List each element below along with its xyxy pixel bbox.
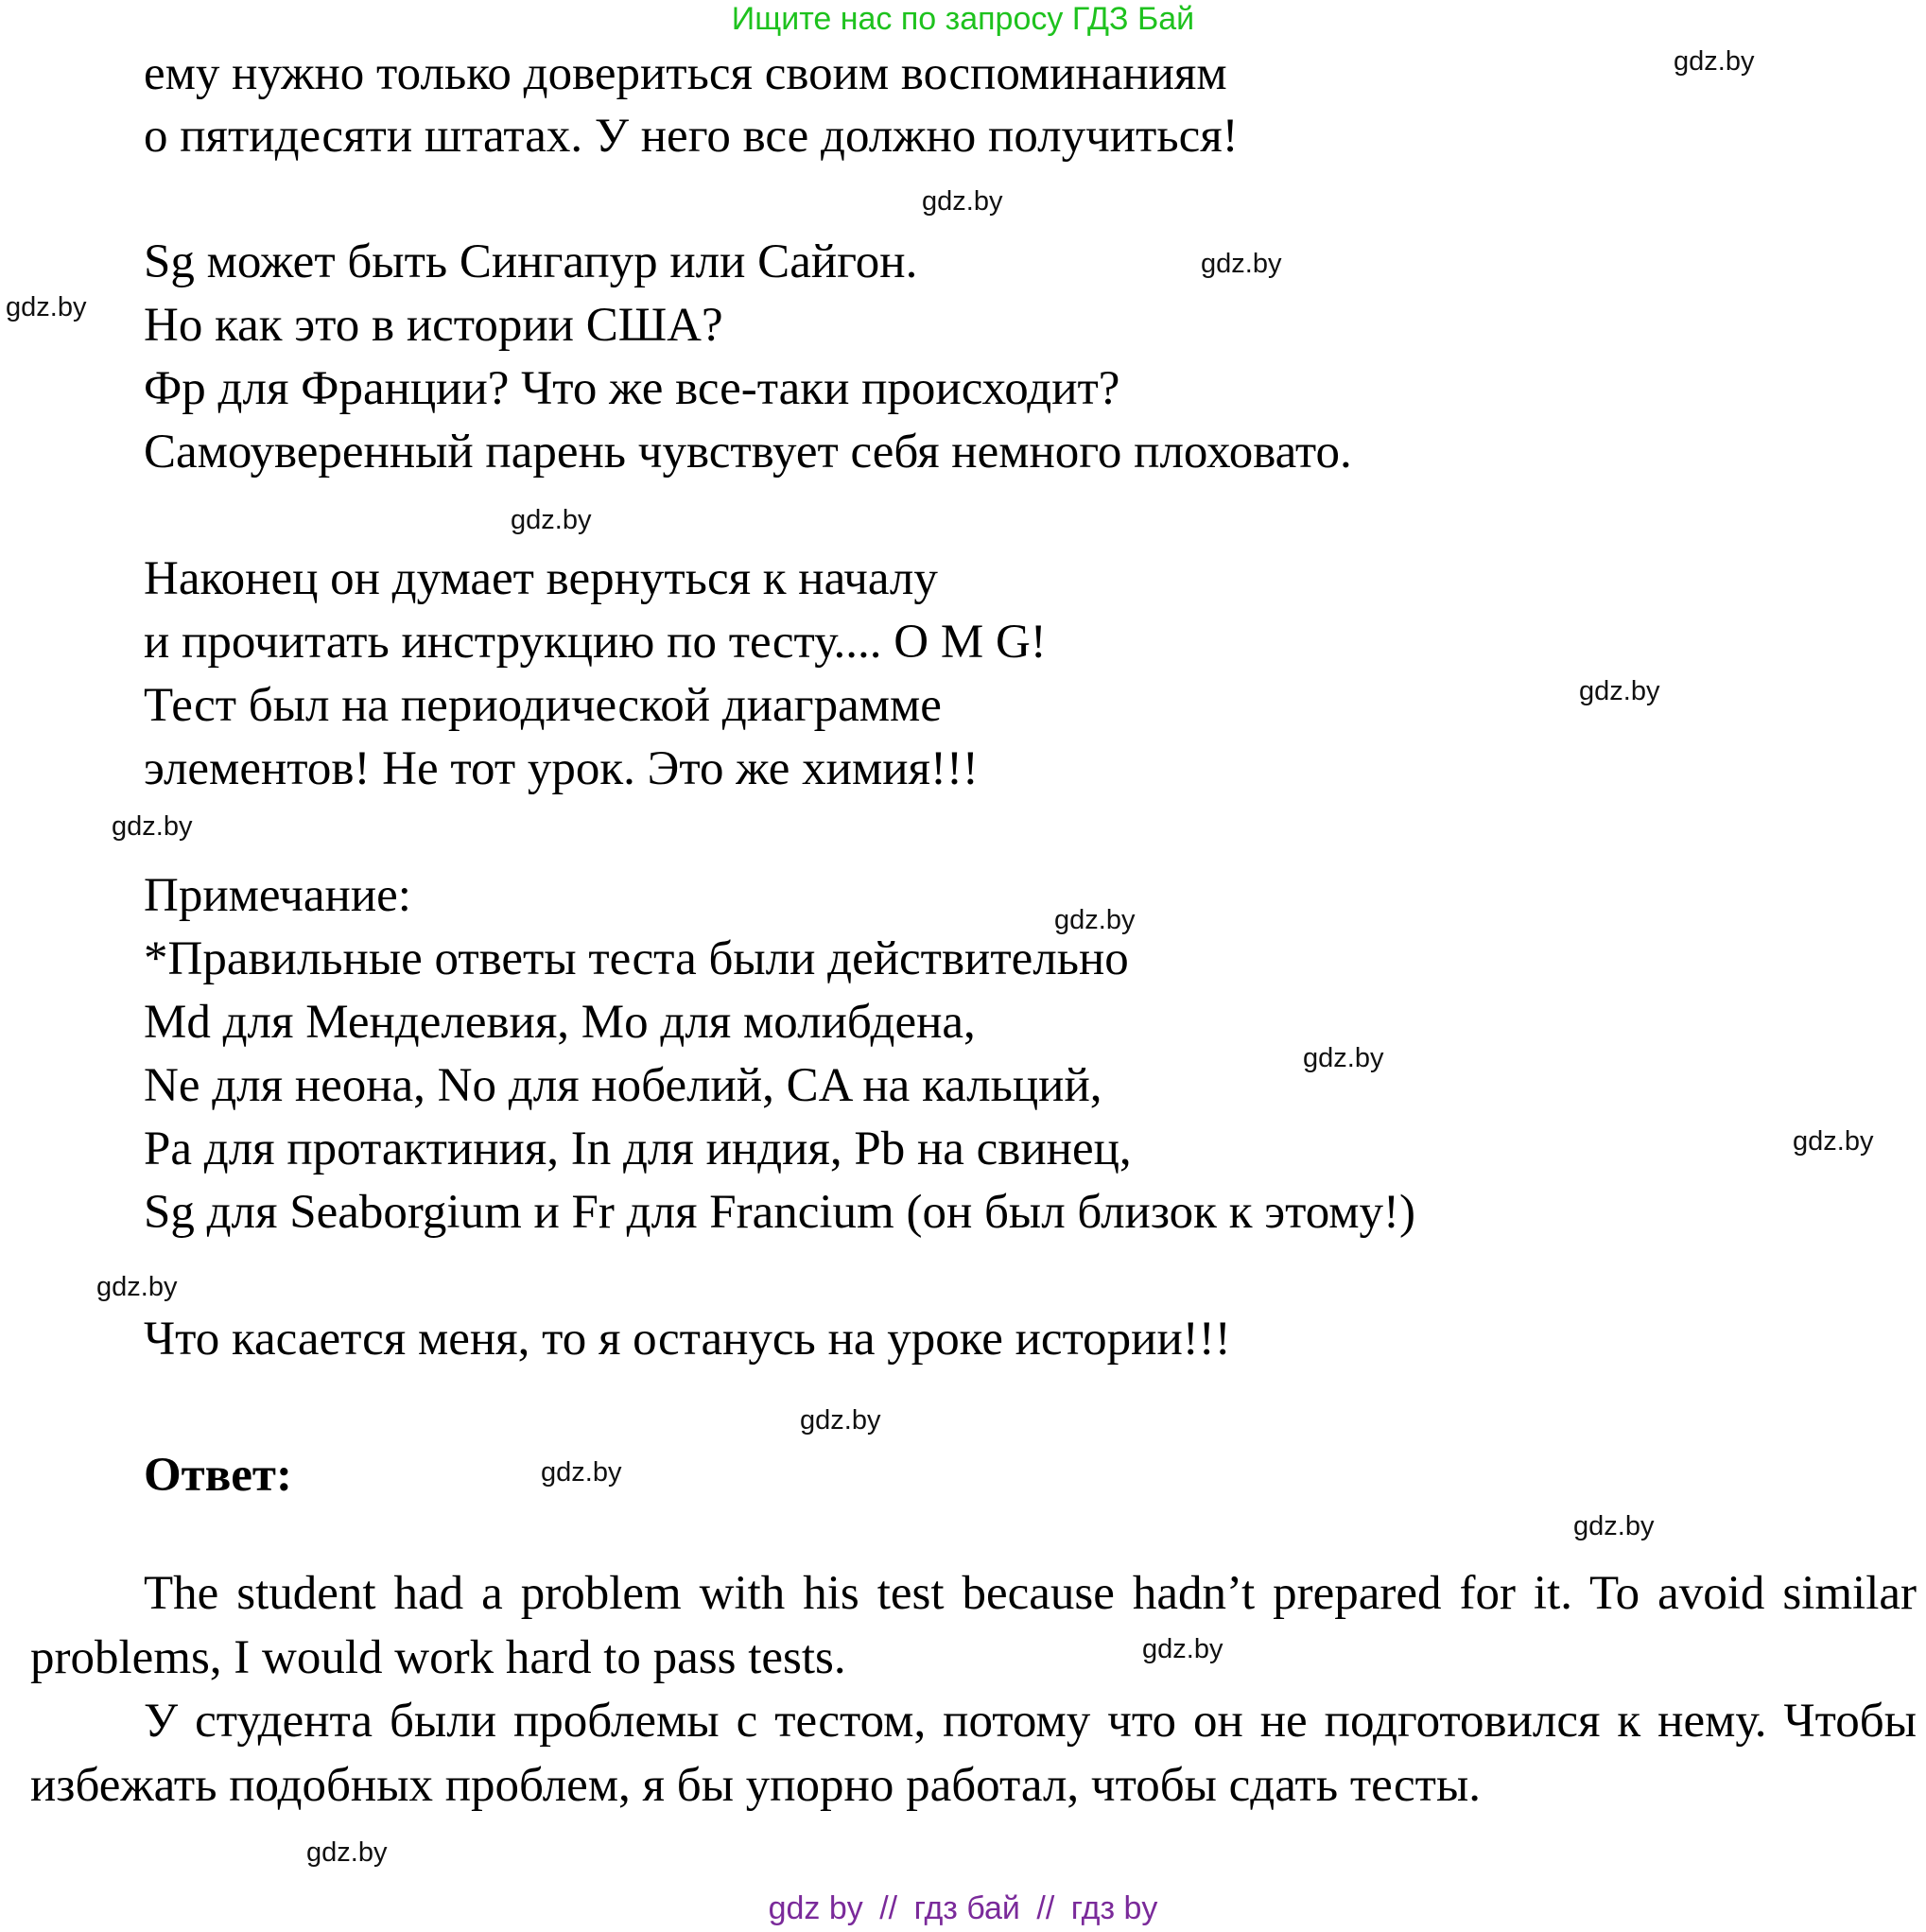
note-line: Ne для неона, No для нобелий, CA на кальций, xyxy=(144,1059,1102,1112)
watermark: gdz.by xyxy=(1142,1634,1223,1664)
footer-link-gdz-bai[interactable]: гдз бай xyxy=(913,1890,1020,1926)
poem-line: и прочитать инструкцию по тесту.... O M G! xyxy=(144,616,1047,669)
note-line: Pa для протактиния, In для индия, Pb на свинец, xyxy=(144,1123,1132,1175)
watermark: gdz.by xyxy=(1201,249,1282,279)
watermark: gdz.by xyxy=(800,1405,881,1436)
search-hint-link[interactable]: Ищите нас по запросу ГДЗ Бай xyxy=(731,1,1195,37)
watermark: gdz.by xyxy=(306,1837,388,1868)
poem-line: Но как это в истории США? xyxy=(144,299,723,352)
watermark: gdz.by xyxy=(6,292,87,322)
answer-english-paragraph: The student had a problem with his test because hadn’t prepared for it. To avoid similar problems, I would work hard to pass tests. xyxy=(30,1567,1917,1684)
note-line: Sg для Seaborgium и Fr для Francium (он был близок к этому!) xyxy=(144,1186,1416,1239)
footer-link-gdz-by-mixed[interactable]: гдз by xyxy=(1070,1890,1158,1926)
watermark: gdz.by xyxy=(1674,46,1755,77)
poem-closing-line: Что касается меня, то я останусь на уроке истории!!! xyxy=(144,1313,1231,1366)
footer-links xyxy=(0,1889,1926,1927)
poem-line: Sg может быть Сингапур или Сайгон. xyxy=(144,235,918,288)
watermark: gdz.by xyxy=(112,811,193,842)
poem-line: Наконец он думает вернуться к началу xyxy=(144,552,938,605)
poem-line: Тест был на периодической диаграмме xyxy=(144,679,942,732)
note-line: Md для Менделевия, Mo для молибдена, xyxy=(144,996,976,1049)
watermark: gdz.by xyxy=(511,505,592,535)
note-line: *Правильные ответы теста были действительно xyxy=(144,932,1129,985)
watermark: gdz.by xyxy=(96,1272,178,1302)
footer-separator: // xyxy=(1036,1890,1055,1926)
footer-link-gdz-by[interactable]: gdz by xyxy=(768,1890,863,1926)
poem-line: элементов! Не тот урок. Это же химия!!! xyxy=(144,742,979,795)
footer-separator: // xyxy=(879,1890,898,1926)
poem-line: Самоуверенный парень чувствует себя немного плоховато. xyxy=(144,426,1352,479)
watermark: gdz.by xyxy=(922,186,1003,217)
watermark: gdz.by xyxy=(1579,676,1660,706)
answer-heading: Ответ: xyxy=(144,1449,292,1502)
watermark: gdz.by xyxy=(541,1457,622,1488)
answer-russian-paragraph: У студента были проблемы с тестом, потому что он не подготовился к нему. Чтобы избежать подобных проблем, я бы упорно работал, чтобы сдать тесты. xyxy=(30,1695,1917,1812)
poem-line: Фр для Франции? Что же все-таки происходит? xyxy=(144,362,1120,415)
note-heading: Примечание: xyxy=(144,869,411,922)
watermark: gdz.by xyxy=(1303,1043,1384,1073)
watermark: gdz.by xyxy=(1054,905,1136,935)
watermark: gdz.by xyxy=(1793,1126,1874,1157)
poem-line: ему нужно только довериться своим воспоминаниям xyxy=(144,47,1227,100)
watermark: gdz.by xyxy=(1573,1511,1655,1541)
poem-line: о пятидесяти штатах. У него все должно получиться! xyxy=(144,110,1239,163)
